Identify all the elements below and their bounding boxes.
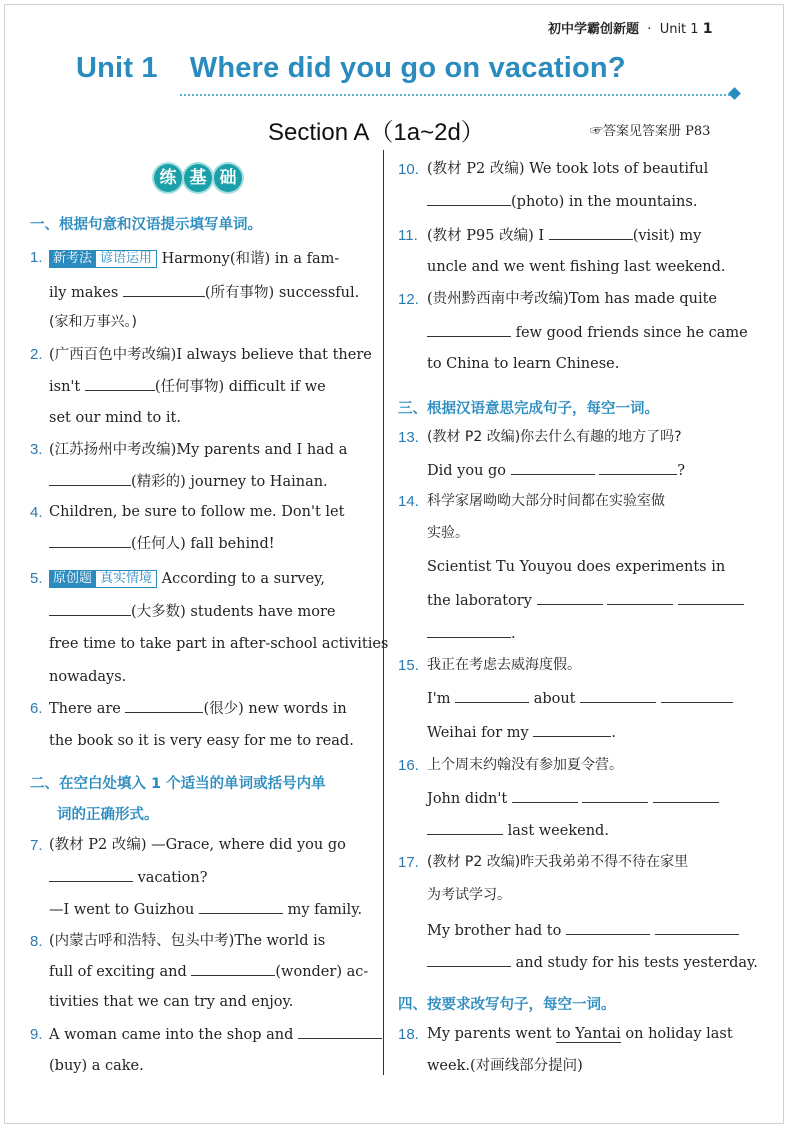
title-dotted-rule <box>180 94 734 96</box>
q18-number: 18. <box>398 1026 419 1043</box>
q8-blank[interactable] <box>191 963 275 976</box>
q15-blank-4[interactable] <box>533 724 611 737</box>
section-title: Section A（1a~2d） <box>268 119 485 146</box>
q12-line-c: to China to learn Chinese. <box>427 356 620 372</box>
q16-blank-1[interactable] <box>512 790 578 803</box>
q15-blank-2[interactable] <box>580 690 656 703</box>
q4-number: 4. <box>30 504 43 521</box>
section-heading-3: 三、根据汉语意思完成句子，每空一词。 <box>398 401 659 417</box>
q14-blank-1[interactable] <box>537 592 603 605</box>
q13-line-a: (教材 P2 改编)你去什么有趣的地方了吗? <box>427 429 682 445</box>
q15-line-a: 我正在考虑去威海度假。 <box>427 657 581 673</box>
page-header: 初中学霸创新题 · Unit 1 1 <box>548 21 713 37</box>
badge-char: 练 <box>154 164 182 192</box>
q7-blank-1[interactable] <box>49 869 133 882</box>
q5-line-a: 原创题 真实情境 According to a survey, <box>49 570 325 588</box>
header-unit: Unit 1 <box>659 22 699 37</box>
q16-line-c: last weekend. <box>427 822 609 840</box>
q3-number: 3. <box>30 441 43 458</box>
q9-number: 9. <box>30 1026 43 1043</box>
q13-blank-2[interactable] <box>599 462 677 475</box>
q17-blank-1[interactable] <box>566 922 650 935</box>
q2-blank[interactable] <box>85 378 155 391</box>
q2-line-b: isn't (任何事物) difficult if we <box>49 379 326 395</box>
q17-line-b: 为考试学习。 <box>427 887 511 903</box>
q2-number: 2. <box>30 346 43 363</box>
q4-line-b: (任何人) fall behind! <box>49 535 275 553</box>
q14-blank-3[interactable] <box>678 592 744 605</box>
q11-line-b: uncle and we went fishing last weekend. <box>427 259 726 275</box>
unit-label: Unit 1 <box>76 52 158 84</box>
q10-number: 10. <box>398 161 419 178</box>
answer-reference: ☞答案见答案册 P83 <box>590 124 711 139</box>
q14-blank-4[interactable] <box>427 625 511 638</box>
q2-line-c: set our mind to it. <box>49 410 181 426</box>
q1-number: 1. <box>30 249 43 266</box>
q1-line-b: ily makes (所有事物) successful. <box>49 285 360 301</box>
book-name: 初中学霸创新题 <box>548 22 640 37</box>
q1-line-c: (家和万事兴。) <box>49 314 137 330</box>
q3-blank[interactable] <box>49 473 131 486</box>
q13-line-b: Did you go ? <box>427 463 686 479</box>
q14-line-d: the laboratory <box>427 592 744 610</box>
q16-blank-2[interactable] <box>582 790 648 803</box>
q7-line-b: vacation? <box>49 869 208 887</box>
q16-line-b: John didn't <box>427 790 719 808</box>
q7-blank-2[interactable] <box>199 901 283 914</box>
practice-badge <box>154 164 242 192</box>
q10-line-a: (教材 P2 改编) We took lots of beautiful <box>427 161 709 177</box>
q14-line-e: . <box>427 625 516 643</box>
q15-line-b: I'm about <box>427 690 733 708</box>
q5-blank[interactable] <box>49 603 131 616</box>
q14-number: 14. <box>398 493 419 510</box>
section-heading-1: 一、根据句意和汉语提示填写单词。 <box>30 217 262 233</box>
q6-line-b: the book so it is very easy for me to read. <box>49 733 354 749</box>
q17-blank-2[interactable] <box>655 922 739 935</box>
q10-blank[interactable] <box>427 193 511 206</box>
q18-underlined-phrase: to Yantai <box>556 1026 621 1042</box>
q17-line-d: and study for his tests yesterday. <box>427 954 758 972</box>
q9-blank[interactable] <box>298 1026 382 1039</box>
q15-blank-1[interactable] <box>455 690 529 703</box>
column-divider <box>383 150 384 1075</box>
q17-line-a: (教材 P2 改编)昨天我弟弟不得不待在家里 <box>427 854 689 870</box>
q12-number: 12. <box>398 291 419 308</box>
q15-line-c: Weihai for my . <box>427 725 616 741</box>
q13-blank-1[interactable] <box>511 462 595 475</box>
q6-blank[interactable] <box>125 700 203 713</box>
q3-line-b: (精彩的) journey to Hainan. <box>49 473 328 491</box>
q11-blank[interactable] <box>549 227 633 240</box>
page-number: 1 <box>702 21 713 37</box>
q2-line-a: (广西百色中考改编)I always believe that there <box>49 347 372 363</box>
section-heading-4: 四、按要求改写句子，每空一词。 <box>398 997 616 1013</box>
q18-line-b: week.(对画线部分提问) <box>427 1058 583 1074</box>
q16-number: 16. <box>398 757 419 774</box>
section-heading-2-cont: 词的正确形式。 <box>57 807 159 823</box>
q3-line-a: (江苏扬州中考改编)My parents and I had a <box>49 442 348 458</box>
q9-line-a: A woman came into the shop and <box>49 1026 382 1044</box>
q8-number: 8. <box>30 933 43 950</box>
q8-line-a: (内蒙古呼和浩特、包头中考)The world is <box>49 933 326 949</box>
q12-line-a: (贵州黔西南中考改编)Tom has made quite <box>427 291 718 307</box>
q7-line-c: —I went to Guizhou my family. <box>49 902 363 918</box>
q6-number: 6. <box>30 700 43 717</box>
q6-line-a: There are (很少) new words in <box>49 701 347 717</box>
q7-line-a: (教材 P2 改编) —Grace, where did you go <box>49 837 346 853</box>
q5-line-c: free time to take part in after-school activities <box>49 636 389 652</box>
q5-line-b: (大多数) students have more <box>49 603 335 621</box>
q12-blank[interactable] <box>427 324 511 337</box>
tag-original: 原创题 <box>49 570 96 588</box>
q5-number: 5. <box>30 570 43 587</box>
q14-blank-2[interactable] <box>607 592 673 605</box>
q17-number: 17. <box>398 854 419 871</box>
badge-char: 基 <box>184 164 212 192</box>
unit-title <box>76 52 626 85</box>
q11-line-a: (教材 P95 改编) I (visit) my <box>427 228 702 244</box>
q8-line-b: full of exciting and (wonder) ac- <box>49 964 369 980</box>
q16-blank-4[interactable] <box>427 822 503 835</box>
q14-line-b: 实验。 <box>427 525 469 541</box>
q18-line-a: My parents went to Yantai on holiday last <box>427 1026 733 1042</box>
q10-line-b: (photo) in the mountains. <box>427 193 697 211</box>
q5-line-d: nowadays. <box>49 669 127 685</box>
q17-line-c: My brother had to <box>427 922 739 940</box>
badge-char: 础 <box>214 164 242 192</box>
section-heading-2: 二、在空白处填入 1 个适当的单词或括号内单 <box>30 776 326 792</box>
q9-line-b: (buy) a cake. <box>49 1058 144 1074</box>
q1-line-a: 新考法 谚语运用 Harmony(和谐) in a fam- <box>49 250 339 268</box>
q15-number: 15. <box>398 657 419 674</box>
q15-blank-3[interactable] <box>661 690 733 703</box>
q7-number: 7. <box>30 837 43 854</box>
q16-blank-3[interactable] <box>653 790 719 803</box>
q14-line-a: 科学家屠呦呦大部分时间都在实验室做 <box>427 493 665 509</box>
q4-line-a: Children, be sure to follow me. Don't let <box>49 504 345 520</box>
tag-real-scenario: 真实情境 <box>95 570 157 588</box>
q4-blank[interactable] <box>49 535 131 548</box>
unit-heading: Where did you go on vacation? <box>189 52 626 84</box>
q11-number: 11. <box>398 227 418 244</box>
q17-blank-3[interactable] <box>427 954 511 967</box>
q8-line-c: tivities that we can try and enjoy. <box>49 994 294 1010</box>
q16-line-a: 上个周末约翰没有参加夏令营。 <box>427 757 623 773</box>
tag-proverb: 谚语运用 <box>95 250 157 268</box>
tag-new-test: 新考法 <box>49 250 96 268</box>
q14-line-c: Scientist Tu Youyou does experiments in <box>427 559 726 575</box>
q12-line-b: few good friends since he came <box>427 324 748 342</box>
q1-blank[interactable] <box>123 284 205 297</box>
q13-number: 13. <box>398 429 419 446</box>
